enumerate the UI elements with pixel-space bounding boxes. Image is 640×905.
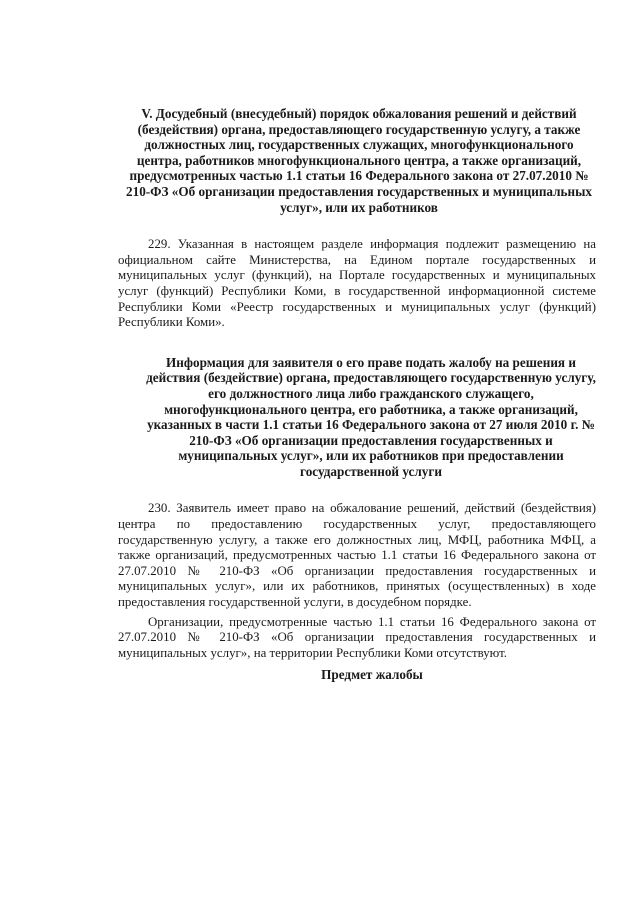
section-title: V. Досудебный (внесудебный) порядок обжалования решений и действий (бездействия) органа, предоставляющего государственную услугу, а также должностных лиц, государственных служащих, многофункционального центра, работников многофункционального центра, а также организаций, предусмотренных частью 1.1 статьи 16 Федерального закона от 27.07.2010 № 210-ФЗ «Об организации предоставления государственных и муниципальных услуг», или их работников (126, 106, 592, 215)
subject-heading: Предмет жалобы (321, 667, 423, 683)
paragraph-229: 229. Указанная в настоящем разделе информация подлежит размещению на официальном сайте Министерства, на Едином портале государственных и муниципальных услуг (функций), на Портале государственных и муниципальных услуг (функций) Республики Коми, в государственной информационной системе Республики Коми «Реестр государственных и муниципальных услуг (функций) Республики Коми». (118, 237, 596, 330)
info-heading: Информация для заявителя о его праве подать жалобу на решения и действия (бездействие) органа, предоставляющего государственную услугу, его должностного лица либо гражданского служащего, многофункционального центра, его работника, а также организаций, указанных в части 1.1 статьи 16 Федерального закона от 27 июля 2010 г. № 210-ФЗ «Об организации предоставления государственных и муниципальных услуг», или их работников при предоставлении государственной услуги (146, 354, 596, 479)
document-content (118, 106, 596, 683)
paragraph-230-continued: Организации, предусмотренные частью 1.1 статьи 16 Федерального закона от 27.07.2010 № 210-ФЗ «Об организации предоставления государственных и муниципальных услуг», на территории Республики Коми отсутствуют. (118, 614, 596, 660)
paragraph-230: 230. Заявитель имеет право на обжалование решений, действий (бездействия) центра по предоставлению государственных услуг, предоставляющего государственную услугу, а также его должностных лиц, МФЦ, работника МФЦ, а также организаций, предусмотренных частью 1.1 статьи 16 Федерального закона от 27.07.2010 № 210-ФЗ «Об организации предоставления государственных и муниципальных услуг», или их работников, принятых (осуществленных) в ходе предоставления государственной услуги, в досудебном порядке. (118, 501, 596, 610)
